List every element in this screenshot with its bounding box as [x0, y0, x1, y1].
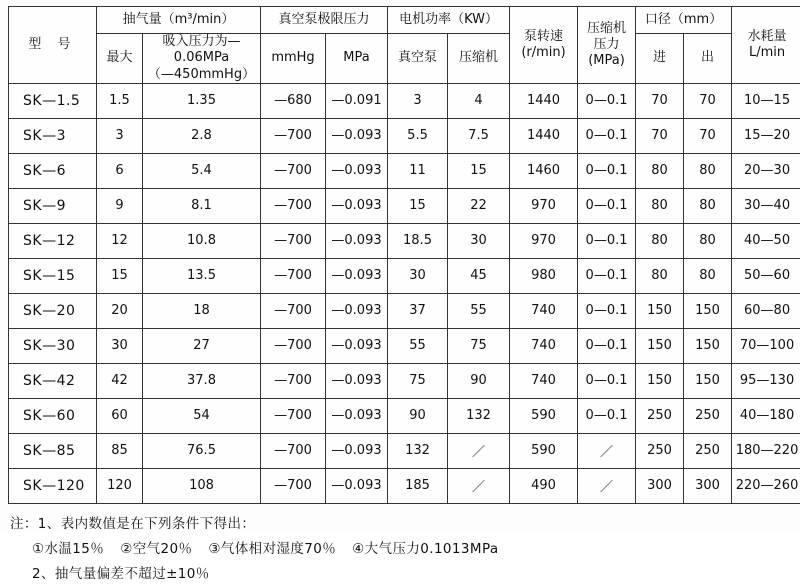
header-motor-power: 电机功率（KW） — [388, 7, 510, 34]
cell-motor-compressor: 55 — [448, 293, 510, 328]
header-pump-speed-unit: (r/min) — [510, 45, 577, 61]
header-vacuum-limit-pressure: 真空泵极限压力 — [261, 7, 388, 34]
cell-compressor-pressure: 0—0.1 — [578, 293, 636, 328]
header-compressor-pressure — [578, 7, 636, 84]
cell-port-out: 80 — [684, 188, 732, 223]
note-condition-item: ②空气20％ — [120, 541, 192, 557]
table-row — [9, 153, 800, 188]
cell-suction-max: 42 — [97, 363, 143, 398]
cell-suction-max: 1.5 — [97, 83, 143, 118]
cell-suction-max: 9 — [97, 188, 143, 223]
cell-suction-max: 120 — [97, 468, 143, 503]
table-body — [9, 83, 800, 503]
cell-vacuum-mmhg: —700 — [261, 258, 326, 293]
cell-model: SK—20 — [9, 293, 97, 328]
cell-compressor-pressure: 0—0.1 — [578, 223, 636, 258]
header-row-sub — [9, 34, 800, 84]
cell-pump-speed: 970 — [510, 223, 578, 258]
cell-model: SK—60 — [9, 398, 97, 433]
cell-water-consumption: 60—80 — [732, 293, 800, 328]
cell-pump-speed: 740 — [510, 363, 578, 398]
cell-vacuum-mmhg: —700 — [261, 328, 326, 363]
cell-suction-max: 3 — [97, 118, 143, 153]
notes-section — [8, 512, 792, 587]
cell-motor-vacuum-pump: 11 — [388, 153, 448, 188]
cell-port-out: 300 — [684, 468, 732, 503]
table-row — [9, 398, 800, 433]
cell-port-out: 150 — [684, 293, 732, 328]
cell-motor-vacuum-pump: 90 — [388, 398, 448, 433]
cell-water-consumption: 95—130 — [732, 363, 800, 398]
cell-pump-speed: 1440 — [510, 83, 578, 118]
cell-suction-at-pressure: 37.8 — [143, 363, 261, 398]
cell-water-consumption: 70—100 — [732, 328, 800, 363]
cell-model: SK—9 — [9, 188, 97, 223]
cell-compressor-pressure: ／ — [578, 468, 636, 503]
cell-motor-compressor: 7.5 — [448, 118, 510, 153]
cell-port-in: 70 — [636, 83, 684, 118]
cell-compressor-pressure: 0—0.1 — [578, 363, 636, 398]
cell-port-in: 250 — [636, 398, 684, 433]
cell-vacuum-mpa: —0.093 — [326, 153, 388, 188]
cell-pump-speed: 590 — [510, 433, 578, 468]
header-row-main — [9, 7, 800, 34]
cell-motor-compressor: 132 — [448, 398, 510, 433]
cell-suction-max: 15 — [97, 258, 143, 293]
header-port-out: 出 — [684, 34, 732, 84]
cell-motor-vacuum-pump: 37 — [388, 293, 448, 328]
note-condition-item: ③气体相对湿度70％ — [208, 541, 336, 557]
cell-motor-vacuum-pump: 18.5 — [388, 223, 448, 258]
header-suction-at-pressure-line1: 吸入压力为—0.06MPa — [143, 34, 260, 67]
cell-vacuum-mpa: —0.093 — [326, 433, 388, 468]
cell-model: SK—3 — [9, 118, 97, 153]
note-line-1: 注：1、表内数值是在下列条件下得出： — [10, 512, 792, 537]
table-header — [9, 7, 800, 84]
cell-port-in: 80 — [636, 258, 684, 293]
cell-vacuum-mpa: —0.093 — [326, 328, 388, 363]
cell-port-out: 70 — [684, 83, 732, 118]
table-row — [9, 468, 800, 503]
cell-vacuum-mpa: —0.091 — [326, 83, 388, 118]
cell-vacuum-mmhg: —700 — [261, 363, 326, 398]
cell-compressor-pressure: 0—0.1 — [578, 118, 636, 153]
header-motor-compressor: 压缩机 — [448, 34, 510, 84]
cell-pump-speed: 490 — [510, 468, 578, 503]
cell-port-in: 80 — [636, 153, 684, 188]
cell-motor-vacuum-pump: 75 — [388, 363, 448, 398]
cell-water-consumption: 20—30 — [732, 153, 800, 188]
cell-pump-speed: 740 — [510, 328, 578, 363]
cell-suction-at-pressure: 13.5 — [143, 258, 261, 293]
table-row — [9, 118, 800, 153]
cell-motor-compressor: 22 — [448, 188, 510, 223]
header-pump-speed — [510, 7, 578, 84]
cell-compressor-pressure: ／ — [578, 433, 636, 468]
cell-pump-speed: 970 — [510, 188, 578, 223]
cell-vacuum-mmhg: —700 — [261, 433, 326, 468]
cell-water-consumption: 30—40 — [732, 188, 800, 223]
cell-port-out: 250 — [684, 398, 732, 433]
cell-water-consumption: 15—20 — [732, 118, 800, 153]
cell-suction-at-pressure: 18 — [143, 293, 261, 328]
cell-port-out: 150 — [684, 328, 732, 363]
cell-vacuum-mmhg: —700 — [261, 398, 326, 433]
cell-vacuum-mpa: —0.093 — [326, 398, 388, 433]
cell-vacuum-mmhg: —700 — [261, 468, 326, 503]
cell-port-out: 250 — [684, 433, 732, 468]
cell-port-in: 80 — [636, 188, 684, 223]
cell-motor-compressor: 15 — [448, 153, 510, 188]
cell-vacuum-mmhg: —680 — [261, 83, 326, 118]
table-row — [9, 363, 800, 398]
header-water-consumption-unit: L/min — [732, 45, 800, 61]
cell-vacuum-mpa: —0.093 — [326, 118, 388, 153]
cell-suction-at-pressure: 1.35 — [143, 83, 261, 118]
cell-vacuum-mpa: —0.093 — [326, 223, 388, 258]
cell-port-out: 80 — [684, 223, 732, 258]
cell-water-consumption: 10—15 — [732, 83, 800, 118]
table-row — [9, 188, 800, 223]
cell-vacuum-mmhg: —700 — [261, 118, 326, 153]
cell-model: SK—15 — [9, 258, 97, 293]
cell-port-in: 150 — [636, 328, 684, 363]
cell-vacuum-mpa: —0.093 — [326, 363, 388, 398]
cell-pump-speed: 980 — [510, 258, 578, 293]
header-compressor-pressure-label: 压缩机 — [578, 21, 635, 37]
note-line-3: 2、抽气量偏差不超过±10％ — [10, 562, 792, 587]
cell-port-out: 150 — [684, 363, 732, 398]
cell-pump-speed: 740 — [510, 293, 578, 328]
cell-port-out: 80 — [684, 258, 732, 293]
cell-model: SK—1.5 — [9, 83, 97, 118]
cell-model: SK—6 — [9, 153, 97, 188]
cell-suction-at-pressure: 76.5 — [143, 433, 261, 468]
cell-motor-compressor: 30 — [448, 223, 510, 258]
cell-suction-max: 60 — [97, 398, 143, 433]
cell-suction-max: 30 — [97, 328, 143, 363]
header-port-in: 进 — [636, 34, 684, 84]
header-compressor-pressure-unit: (MPa) — [578, 53, 635, 69]
cell-vacuum-mpa: —0.093 — [326, 293, 388, 328]
table-row — [9, 328, 800, 363]
cell-suction-at-pressure: 5.4 — [143, 153, 261, 188]
cell-suction-at-pressure: 27 — [143, 328, 261, 363]
cell-suction-at-pressure: 54 — [143, 398, 261, 433]
cell-suction-at-pressure: 108 — [143, 468, 261, 503]
cell-compressor-pressure: 0—0.1 — [578, 328, 636, 363]
cell-pump-speed: 590 — [510, 398, 578, 433]
cell-suction-max: 6 — [97, 153, 143, 188]
cell-port-in: 70 — [636, 118, 684, 153]
cell-motor-vacuum-pump: 30 — [388, 258, 448, 293]
cell-model: SK—85 — [9, 433, 97, 468]
cell-compressor-pressure: 0—0.1 — [578, 83, 636, 118]
cell-model: SK—42 — [9, 363, 97, 398]
header-vacuum-mmhg: mmHg — [261, 34, 326, 84]
header-model: 型 号 — [9, 7, 97, 84]
cell-vacuum-mpa: —0.093 — [326, 188, 388, 223]
cell-motor-compressor: 4 — [448, 83, 510, 118]
note-conditions — [10, 537, 792, 562]
header-motor-vacuum-pump: 真空泵 — [388, 34, 448, 84]
cell-motor-compressor: ／ — [448, 433, 510, 468]
cell-motor-compressor: ／ — [448, 468, 510, 503]
cell-vacuum-mmhg: —700 — [261, 223, 326, 258]
header-pump-speed-label: 泵转速 — [510, 29, 577, 45]
cell-vacuum-mpa: —0.093 — [326, 468, 388, 503]
cell-vacuum-mpa: —0.093 — [326, 258, 388, 293]
header-water-consumption — [732, 7, 800, 84]
cell-suction-at-pressure: 2.8 — [143, 118, 261, 153]
header-suction-max: 最大 — [97, 34, 143, 84]
table-row — [9, 433, 800, 468]
cell-port-in: 80 — [636, 223, 684, 258]
cell-compressor-pressure: 0—0.1 — [578, 153, 636, 188]
table-row — [9, 258, 800, 293]
cell-suction-max: 12 — [97, 223, 143, 258]
table-row — [9, 293, 800, 328]
cell-compressor-pressure: 0—0.1 — [578, 188, 636, 223]
header-port-diameter: 口径（mm） — [636, 7, 732, 34]
note-condition-item: ①水温15％ — [32, 541, 104, 557]
cell-water-consumption: 180—220 — [732, 433, 800, 468]
header-water-consumption-label: 水耗量 — [732, 29, 800, 45]
cell-motor-compressor: 90 — [448, 363, 510, 398]
cell-model: SK—30 — [9, 328, 97, 363]
header-compressor-pressure-sub: 压力 — [578, 37, 635, 53]
cell-motor-vacuum-pump: 15 — [388, 188, 448, 223]
cell-port-in: 300 — [636, 468, 684, 503]
cell-port-in: 150 — [636, 363, 684, 398]
cell-motor-compressor: 75 — [448, 328, 510, 363]
cell-pump-speed: 1460 — [510, 153, 578, 188]
cell-suction-at-pressure: 10.8 — [143, 223, 261, 258]
cell-vacuum-mmhg: —700 — [261, 188, 326, 223]
header-suction-at-pressure-line2: （—450mmHg） — [143, 67, 260, 83]
table-row — [9, 223, 800, 258]
cell-port-in: 150 — [636, 293, 684, 328]
cell-vacuum-mmhg: —700 — [261, 293, 326, 328]
cell-motor-compressor: 45 — [448, 258, 510, 293]
cell-motor-vacuum-pump: 3 — [388, 83, 448, 118]
cell-compressor-pressure: 0—0.1 — [578, 258, 636, 293]
cell-suction-max: 20 — [97, 293, 143, 328]
cell-motor-vacuum-pump: 185 — [388, 468, 448, 503]
cell-compressor-pressure: 0—0.1 — [578, 398, 636, 433]
cell-port-in: 250 — [636, 433, 684, 468]
table-row — [9, 83, 800, 118]
cell-water-consumption: 220—260 — [732, 468, 800, 503]
cell-pump-speed: 1440 — [510, 118, 578, 153]
cell-motor-vacuum-pump: 55 — [388, 328, 448, 363]
cell-suction-max: 85 — [97, 433, 143, 468]
cell-model: SK—12 — [9, 223, 97, 258]
cell-port-out: 70 — [684, 118, 732, 153]
header-vacuum-mpa: MPa — [326, 34, 388, 84]
cell-vacuum-mmhg: —700 — [261, 153, 326, 188]
cell-motor-vacuum-pump: 5.5 — [388, 118, 448, 153]
cell-port-out: 80 — [684, 153, 732, 188]
cell-water-consumption: 50—60 — [732, 258, 800, 293]
header-suction-capacity: 抽气量（m³/min） — [97, 7, 261, 34]
cell-motor-vacuum-pump: 132 — [388, 433, 448, 468]
header-suction-at-pressure — [143, 34, 261, 84]
cell-water-consumption: 40—180 — [732, 398, 800, 433]
note-condition-item: ④大气压力0.1013MPa — [352, 541, 498, 557]
cell-water-consumption: 40—50 — [732, 223, 800, 258]
cell-model: SK—120 — [9, 468, 97, 503]
cell-suction-at-pressure: 8.1 — [143, 188, 261, 223]
pump-specification-table — [8, 6, 800, 504]
